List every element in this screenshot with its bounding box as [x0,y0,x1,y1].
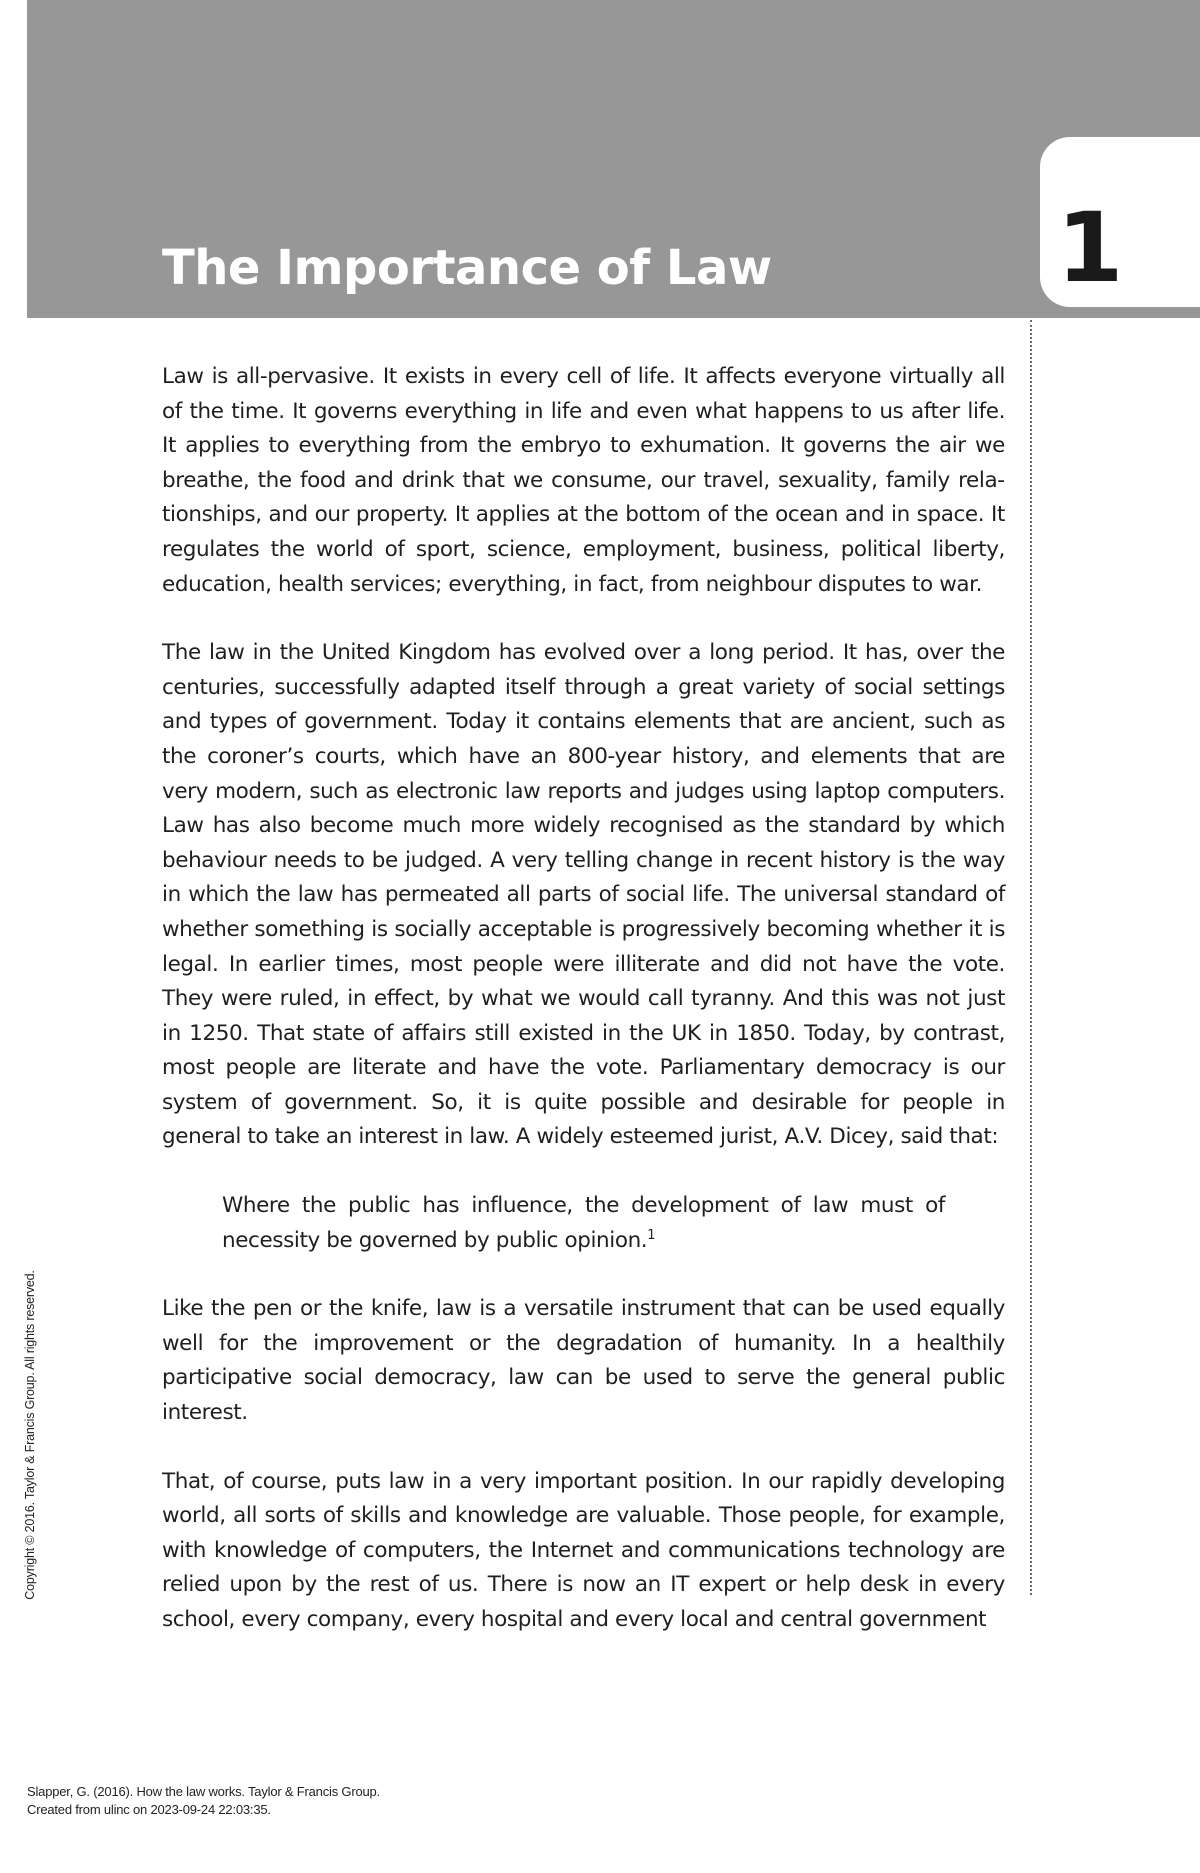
body-paragraph: The law in the United Kingdom has evolved over a long period. It has, over the centuries, successfully adapted itself through a great variety of social settings and types of government. Today it contains elements that are ancient, such as the coroner’s courts, which have an 800-year history, and elements that are very modern, such as electronic law reports and judges using laptop computers. Law has also become much more widely recognised as the standard by which behaviour needs to be judged. A very telling change in recent history is the way in which the law has permeated all parts of social life. The universal standard of whether something is socially acceptable is progressively becoming whether it is legal. In earlier times, most people were illiterate and did not have the vote. They were ruled, in effect, by what we would call tyranny. And this was not just in 1250. That state of affairs still existed in the UK in 1850. Today, by contrast, most people are literate and have the vote. Parliamentary democracy is our system of government. So, it is quite possible and desirable for people in general to take an interest in law. A widely esteemed jurist, A.V. Dicey, said that: [162,640,1005,1150]
footnote-reference[interactable]: 1 [647,1227,656,1243]
chapter-title: The Importance of Law [162,240,772,296]
body-paragraph: Like the pen or the knife, law is a versatile instrument that can be used equally well for the improvement or the degradation of humanity. In a healthily participative social democracy, law can be used to serve the general public interest. [162,1296,1005,1426]
body-paragraph: Law is all-pervasive. It exists in every cell of life. It affects everyone virtually all of the time. It governs everything in life and even what happens to us after life. It applies to everything from the embryo to exhumation. It governs the air we breathe, the food and drink that we consume, our travel, sexuality, family relationships, and our property. It applies at the bottom of the ocean and in space. It regulates the world of sport, science, employment, business, political liberty, education, health services; everything, in fact, from neighbour disputes to war. [162,364,1005,597]
chapter-body [162,360,1005,1672]
copyright-notice: Copyright © 2016. Taylor & Francis Group. All rights reserved. [23,1270,37,1600]
body-paragraph: That, of course, puts law in a very important position. In our rapidly developing world, all sorts of skills and knowledge are valuable. Those people, for example, with knowledge of computers, the Internet and communications technology are relied upon by the rest of us. There is now an IT expert or help desk in every school, every company, every hospital and every local and central government [162,1468,1005,1632]
margin-dotted-rule [1030,320,1032,1595]
block-quote [162,1189,1005,1258]
quote-text: Where the public has influence, the development of law must of necessity be governed by public opinion. [222,1193,945,1253]
created-line: Created from ulinc on 2023-09-24 22:03:35. [27,1802,271,1817]
footer-citation [27,1783,380,1819]
citation-line: Slapper, G. (2016). How the law works. Taylor & Francis Group. [27,1784,380,1799]
chapter-number: 1 [1056,192,1124,304]
